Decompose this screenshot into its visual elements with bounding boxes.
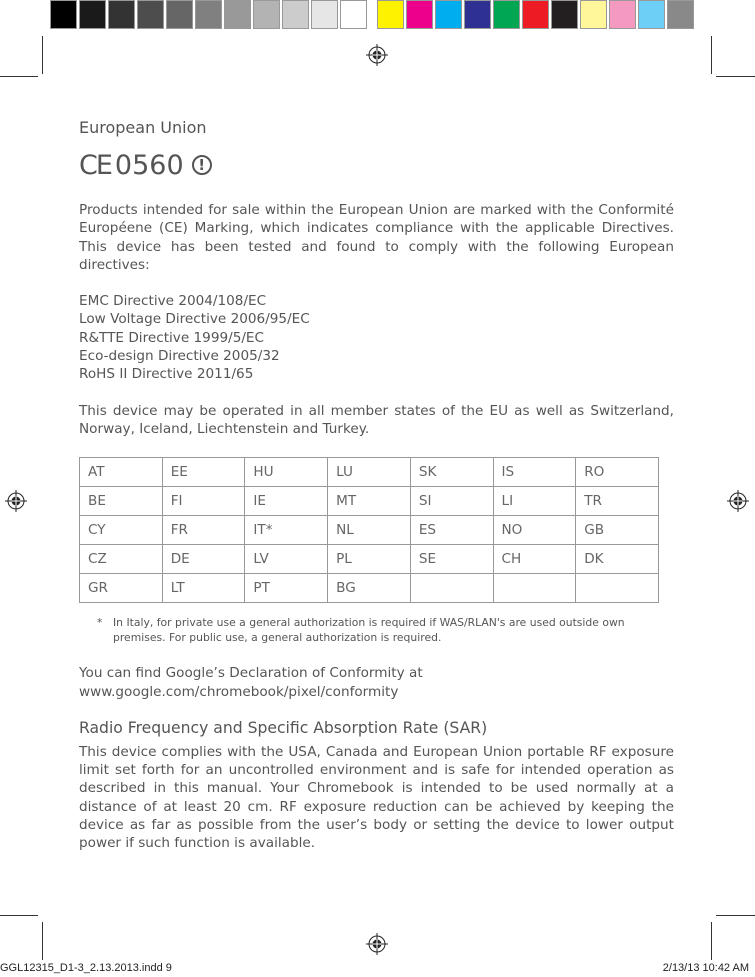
page-content — [79, 118, 674, 853]
crop-mark — [711, 922, 712, 960]
country-code-cell: AT — [80, 458, 163, 487]
country-code-cell: PT — [245, 574, 328, 603]
crop-mark — [42, 922, 43, 960]
paragraph-operation: This device may be operated in all member states of the EU as well as Switzerland, Norway, Iceland, Liechtenstein and Turkey. — [79, 402, 674, 437]
color-swatch — [464, 0, 491, 29]
registration-mark-icon — [727, 490, 749, 512]
table-row — [80, 545, 659, 574]
color-swatch — [377, 0, 404, 29]
section-heading-eu: European Union — [79, 118, 207, 137]
color-swatch — [638, 0, 665, 29]
slug-timestamp: 2/13/13 10:42 AM — [662, 962, 749, 974]
footnote-text: In Italy, for private use a general authorization is required if WAS/RLAN's are used outside own premises. For public use, a general authorization is required. — [113, 616, 625, 645]
color-swatch — [667, 0, 694, 29]
directive-list — [79, 292, 674, 383]
gray-swatch — [282, 0, 309, 29]
gray-swatch — [137, 0, 164, 29]
country-code-cell — [493, 574, 576, 603]
section-heading-sar: Radio Frequency and Specific Absorption Rate (SAR) — [79, 718, 488, 737]
country-code-cell: GR — [80, 574, 163, 603]
table-row — [80, 458, 659, 487]
country-code-cell: TR — [576, 487, 659, 516]
footnote — [79, 615, 674, 645]
table-row — [80, 487, 659, 516]
color-calibration-bar — [50, 0, 696, 30]
gray-swatch — [50, 0, 77, 29]
color-swatch — [580, 0, 607, 29]
country-code-cell: HU — [245, 458, 328, 487]
ce-marking — [79, 149, 674, 181]
table-row — [80, 516, 659, 545]
country-code-cell: SI — [410, 487, 493, 516]
gray-swatch — [224, 0, 251, 29]
country-code-cell: SK — [410, 458, 493, 487]
ce-mark-icon: CE — [79, 149, 111, 181]
crop-mark — [711, 36, 712, 74]
country-code-cell: IT* — [245, 516, 328, 545]
crop-mark — [716, 915, 755, 916]
directive-item: Low Voltage Directive 2006/95/EC — [79, 311, 310, 328]
color-swatch — [493, 0, 520, 29]
swatch-gap — [369, 0, 377, 30]
country-code-cell: MT — [328, 487, 411, 516]
country-code-cell: ES — [410, 516, 493, 545]
alert-icon: ! — [192, 155, 212, 175]
registration-mark-icon — [366, 933, 388, 955]
country-code-cell — [576, 574, 659, 603]
table-row — [80, 574, 659, 603]
country-code-cell: NO — [493, 516, 576, 545]
directive-item: Eco-design Directive 2005/32 — [79, 348, 280, 365]
registration-mark-icon — [5, 490, 27, 512]
gray-swatch — [340, 0, 367, 29]
country-code-cell: LU — [328, 458, 411, 487]
gray-swatch — [195, 0, 222, 29]
gray-swatch — [253, 0, 280, 29]
country-code-cell: DK — [576, 545, 659, 574]
country-code-cell: CH — [493, 545, 576, 574]
directive-item: EMC Directive 2004/108/EC — [79, 293, 267, 310]
country-code-cell: DE — [162, 545, 245, 574]
country-code-cell: SE — [410, 545, 493, 574]
directive-item: RoHS II Directive 2011/65 — [79, 366, 254, 383]
country-code-cell: NL — [328, 516, 411, 545]
country-code-cell — [410, 574, 493, 603]
country-code-cell: FR — [162, 516, 245, 545]
country-code-cell: BG — [328, 574, 411, 603]
country-code-cell: IE — [245, 487, 328, 516]
country-code-cell: IS — [493, 458, 576, 487]
country-code-cell: GB — [576, 516, 659, 545]
country-code-cell: EE — [162, 458, 245, 487]
notified-body-number: 0560 — [114, 149, 184, 181]
crop-mark — [0, 76, 38, 77]
gray-swatch — [166, 0, 193, 29]
country-code-cell: LV — [245, 545, 328, 574]
paragraph-eu-marking: Products intended for sale within the European Union are marked with the Conformité Européene (CE) Marking, which indicates compliance with the applicable Directives. This device has been tested and found to comply with the following European directives: — [79, 202, 674, 273]
country-code-cell: CZ — [80, 545, 163, 574]
color-swatch — [435, 0, 462, 29]
country-code-cell: LI — [493, 487, 576, 516]
gray-swatch — [79, 0, 106, 29]
paragraph-declaration: You can find Google’s Declaration of Conformity at www.google.com/chromebook/pixel/conformity — [79, 665, 423, 700]
country-code-cell: CY — [80, 516, 163, 545]
color-swatch — [609, 0, 636, 29]
country-code-cell: RO — [576, 458, 659, 487]
color-swatch — [522, 0, 549, 29]
registration-mark-icon — [366, 44, 388, 66]
directive-item: R&TTE Directive 1999/5/EC — [79, 329, 265, 346]
gray-swatch — [311, 0, 338, 29]
country-code-cell: BE — [80, 487, 163, 516]
country-code-cell: FI — [162, 487, 245, 516]
crop-mark — [716, 76, 755, 77]
gray-swatch — [108, 0, 135, 29]
color-swatch — [406, 0, 433, 29]
crop-mark — [42, 36, 43, 74]
country-code-cell: LT — [162, 574, 245, 603]
country-table — [79, 457, 659, 603]
color-swatch — [551, 0, 578, 29]
country-code-cell: PL — [328, 545, 411, 574]
paragraph-sar: This device complies with the USA, Canada and European Union portable RF exposure limit set forth for an uncontrolled environment and is safe for intended operation as described in this manual. Your Chromebook is intended to be used normally at a distance of at least 20 cm. RF exposure reduction can be achieved by keeping the device as far as possible from the user’s body or setting the device to lower output power if such function is available. — [79, 743, 674, 852]
slug-file-info: GGL12315_D1-3_2.13.2013.indd 9 — [0, 962, 172, 974]
footnote-marker: * — [97, 616, 103, 630]
crop-mark — [0, 915, 38, 916]
